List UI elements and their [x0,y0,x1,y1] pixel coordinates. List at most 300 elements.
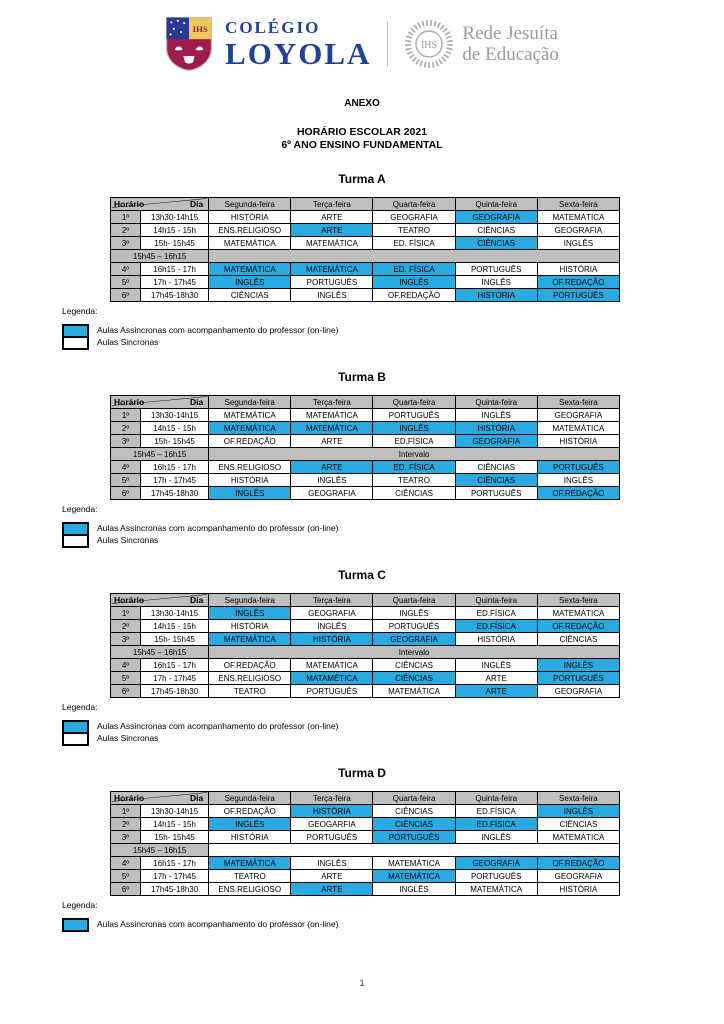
period-number: 3º [111,435,141,448]
turma-title: Turma B [338,370,386,384]
period-row [111,870,620,883]
network-name-line2: de Educação [462,44,559,65]
subject-cell: MATEMÁTICA [373,857,455,870]
period-time: 14h15 - 15h [141,224,209,237]
subject-cell: HISTÓRIA [537,883,619,896]
day-header: Terça-feira [291,594,373,607]
subject-cell: HISTÓRIA [209,831,291,844]
subject-cell: ED.FÍSICA [455,607,537,620]
subject-cell: HISTÓRIA [455,633,537,646]
day-header: Quarta-feira [373,792,455,805]
subject-cell: MATEMÁTICA [537,211,619,224]
corner-cell [111,396,209,409]
subject-cell: GEOGRAFIA [455,857,537,870]
legend-labels [97,918,338,930]
period-time: 17h45-18h30 [141,289,209,302]
subject-cell: CIÊNCIAS [455,461,537,474]
interval-label [209,844,620,857]
legend-sync-label: Aulas Sincronas [97,337,159,347]
interval-row [111,448,620,461]
period-row [111,474,620,487]
period-row [111,409,620,422]
legend-swatches [62,324,89,350]
subject-cell: PORTUGUÊS [373,620,455,633]
subject-cell: GEOGARFIA [291,818,373,831]
period-number: 1º [111,805,141,818]
subject-cell: HISTÓRIA [209,211,291,224]
corner-horario-label: Horário [114,793,145,803]
subject-cell: TEATRO [373,224,455,237]
subject-cell: ED. FÍSICA [373,461,455,474]
subject-cell: PORTUGUÊS [537,672,619,685]
subject-cell: PORTUGUÊS [537,289,619,302]
subject-cell: ED. FÍSICA [373,237,455,250]
turma-section [0,370,724,548]
legend [62,504,724,548]
timetable [110,791,620,896]
subject-cell: GEOGRAFIA [373,211,455,224]
legend-async-label: Aulas Assincronas com acompanhamento do professor (on-line) [97,325,339,335]
period-time: 16h15 - 17h [141,263,209,276]
period-number: 4º [111,263,141,276]
college-wordmark [225,19,371,69]
legend-title: Legenda: [62,504,98,514]
subject-cell: GEOGRAFIA [537,409,619,422]
subject-cell: MATEMÁTICA [209,237,291,250]
period-row [111,685,620,698]
subject-cell: CIÊNCIAS [537,818,619,831]
period-row [111,805,620,818]
legend [62,306,724,350]
legend-title: Legenda: [62,702,98,712]
interval-row [111,844,620,857]
subject-cell: MATEMÁTICA [291,659,373,672]
period-row [111,883,620,896]
legend-labels [97,720,338,744]
legend-sync-label: Aulas Sincronas [97,733,159,743]
svg-text:IHS: IHS [421,40,438,51]
timetable-header-row [111,594,620,607]
period-row [111,487,620,500]
interval-row [111,646,620,659]
subject-cell: ENS.RELIGIOSO [209,672,291,685]
subject-cell: MATEMÁTICA [209,857,291,870]
grade-title: 6º ANO ENSINO FUNDAMENTAL [281,139,443,151]
interval-time: 15h45 – 16h15 [111,448,209,461]
legend-title: Legenda: [62,900,98,910]
period-row [111,831,620,844]
subject-cell: MATEMÁTICA [373,685,455,698]
interval-time: 15h45 – 16h15 [111,844,209,857]
subject-cell: OF.REDAÇÃO [209,805,291,818]
subject-cell: HISTÓRIA [291,633,373,646]
day-header: Sexta-feira [537,198,619,211]
day-header: Quinta-feira [455,396,537,409]
subject-cell: OF.REDAÇÃO [537,487,619,500]
day-header: Sexta-feira [537,792,619,805]
period-row [111,422,620,435]
period-number: 1º [111,409,141,422]
subject-cell: CIÊNCIAS [455,474,537,487]
timetable [110,197,620,302]
subject-cell: TEATRO [209,685,291,698]
period-time: 15h- 15h45 [141,633,209,646]
period-number: 3º [111,633,141,646]
jesuit-sunburst-icon [404,19,454,69]
subject-cell: ED.FÍSICA [373,435,455,448]
period-number: 3º [111,831,141,844]
subject-cell: CIÊNCIAS [373,818,455,831]
period-time: 14h15 - 15h [141,818,209,831]
subject-cell: PORTUGUÊS [291,276,373,289]
period-row [111,672,620,685]
day-header: Terça-feira [291,396,373,409]
timetable-body [111,607,620,698]
subject-cell: INGLÊS [455,409,537,422]
subject-cell: INGLÊS [373,883,455,896]
subject-cell: ED.FÍSICA [455,805,537,818]
subject-cell: MATEMÁTICA [291,409,373,422]
subject-cell: ARTE [291,870,373,883]
corner-dia-label: Dia [189,595,204,605]
day-header: Quarta-feira [373,396,455,409]
subject-cell: GEOGRAFIA [537,685,619,698]
subject-cell: MATEMÁTICA [209,263,291,276]
subject-cell: PORTUGUÊS [455,487,537,500]
period-number: 6º [111,883,141,896]
day-header: Quarta-feira [373,198,455,211]
period-time: 15h- 15h45 [141,831,209,844]
tables-container [0,172,724,932]
period-number: 5º [111,276,141,289]
subject-cell: ENS.RELIGIOSO [209,461,291,474]
subject-cell: ARTE [291,435,373,448]
legend-swatches [62,522,89,548]
period-row [111,818,620,831]
subject-cell: PORTUGUÊS [455,263,537,276]
subject-cell: GEOGRAFIA [455,435,537,448]
subject-cell: INGLÊS [373,607,455,620]
period-number: 3º [111,237,141,250]
period-number: 2º [111,224,141,237]
day-header: Sexta-feira [537,396,619,409]
turma-section [0,766,724,932]
period-row [111,211,620,224]
subject-cell: OF.REDAÇÃO [373,289,455,302]
day-header: Segunda-feira [209,396,291,409]
timetable-body [111,409,620,500]
period-number: 2º [111,620,141,633]
subject-cell: ARTE [455,672,537,685]
period-time: 17h45-18h30 [141,883,209,896]
legend-title: Legenda: [62,306,98,316]
turma-title: Turma D [338,766,386,780]
subject-cell: MATEMÁTICA [537,607,619,620]
corner-cell [111,594,209,607]
day-header: Quinta-feira [455,792,537,805]
period-row [111,659,620,672]
period-time: 17h - 17h45 [141,276,209,289]
period-number: 6º [111,685,141,698]
subject-cell: INGLÊS [455,659,537,672]
period-number: 5º [111,870,141,883]
subject-cell: TEATRO [209,870,291,883]
day-header: Sexta-feira [537,594,619,607]
subject-cell: INGLÊS [209,607,291,620]
subject-cell: INGLÊS [537,474,619,487]
subject-cell: HISTÓRIA [455,289,537,302]
legend-async-swatch [62,918,89,932]
period-time: 17h - 17h45 [141,672,209,685]
period-row [111,276,620,289]
subject-cell: MATEMÁTICA [291,237,373,250]
legend-labels [97,324,338,348]
period-time: 17h45-18h30 [141,487,209,500]
document-title [0,126,724,152]
subject-cell: CIÊNCIAS [455,224,537,237]
period-number: 4º [111,857,141,870]
subject-cell: GEOGRAFIA [537,870,619,883]
corner-cell [111,792,209,805]
period-row [111,237,620,250]
period-time: 16h15 - 17h [141,659,209,672]
college-logo [165,16,371,72]
legend-sync-swatch [62,732,89,746]
period-number: 6º [111,289,141,302]
subject-cell: PORTUGUÊS [291,685,373,698]
subject-cell: GEOGRAFIA [373,633,455,646]
period-time: 14h15 - 15h [141,620,209,633]
subject-cell: PORTUGUÊS [455,870,537,883]
period-row [111,607,620,620]
timetable-header-row [111,396,620,409]
subject-cell: INGLÊS [209,487,291,500]
subject-cell: HISTÓRIA [537,263,619,276]
day-header: Segunda-feira [209,594,291,607]
subject-cell: OF.REDAÇÃO [537,620,619,633]
network-name-line1: Rede Jesuíta [462,22,558,44]
turma-section [0,172,724,350]
schedule-title: HORÁRIO ESCOLAR 2021 [296,126,428,138]
turma-section [0,568,724,746]
subject-cell: ENS.RELIGIOSO [209,883,291,896]
period-time: 17h - 17h45 [141,474,209,487]
subject-cell: MATEMÁTICA [537,422,619,435]
interval-label: Intervalo [209,646,620,659]
anexo-title: ANEXO [344,98,380,109]
subject-cell: PORTUGUÊS [537,461,619,474]
subject-cell: INGLÊS [455,831,537,844]
subject-cell: HISTÓRIA [291,805,373,818]
period-row [111,435,620,448]
subject-cell: PORTUGUÊS [291,831,373,844]
subject-cell: OF.REDAÇÃO [537,857,619,870]
subject-cell: CIÊNCIAS [373,487,455,500]
subject-cell: HISTÓRIA [537,435,619,448]
college-name-line1: COLÉGIO [225,18,321,37]
period-time: 14h15 - 15h [141,422,209,435]
subject-cell: GEOGRAFIA [291,607,373,620]
period-number: 1º [111,607,141,620]
interval-label: Intervalo [209,448,620,461]
subject-cell: INGLÊS [291,474,373,487]
subject-cell: MATEMÁTICA [373,870,455,883]
subject-cell: INGLÊS [537,805,619,818]
day-header: Segunda-feira [209,792,291,805]
period-time: 17h45-18h30 [141,685,209,698]
legend [62,702,724,746]
subject-cell: INGLÊS [291,620,373,633]
subject-cell: MATEMÁTICA [209,422,291,435]
college-name-line2: LOYOLA [225,36,372,71]
subject-cell: INGLÊS [209,818,291,831]
period-number: 4º [111,461,141,474]
brand-header [0,0,724,72]
corner-horario-label: Horário [114,595,145,605]
day-header: Terça-feira [291,792,373,805]
period-row [111,224,620,237]
period-row [111,461,620,474]
subject-cell: INGLÊS [537,237,619,250]
logo-divider [387,21,388,67]
period-time: 16h15 - 17h [141,461,209,474]
day-header: Quinta-feira [455,198,537,211]
turma-title: Turma C [338,568,386,582]
subject-cell: GEOGRAFIA [291,487,373,500]
page-number: 1 [359,978,365,988]
interval-time: 15h45 – 16h15 [111,646,209,659]
timetable [110,395,620,500]
period-time: 13h30-14h15 [141,805,209,818]
day-header: Segunda-feira [209,198,291,211]
interval-row [111,250,620,263]
subject-cell: PORTUGUÊS [373,409,455,422]
legend-swatches [62,720,89,746]
subject-cell: INGLÊS [291,289,373,302]
subject-cell: CIÊNCIAS [455,237,537,250]
interval-time: 15h45 – 16h15 [111,250,209,263]
subject-cell: MATAMÉTICA [291,672,373,685]
subject-cell: ARTE [291,211,373,224]
subject-cell: TEATRO [373,474,455,487]
subject-cell: MATEMÁTICA [209,409,291,422]
corner-horario-label: Horário [114,199,145,209]
period-number: 1º [111,211,141,224]
timetable-header-row [111,198,620,211]
period-row [111,620,620,633]
day-header: Quinta-feira [455,594,537,607]
period-number: 2º [111,818,141,831]
network-name [462,23,559,66]
subject-cell: CIÊNCIAS [537,633,619,646]
subject-cell: ENS.RELIGIOSO [209,224,291,237]
subject-cell: HISTÓRIA [209,474,291,487]
period-time: 13h30-14h15 [141,211,209,224]
corner-cell [111,198,209,211]
period-time: 16h15 - 17h [141,857,209,870]
legend-swatches [62,918,89,932]
period-row [111,289,620,302]
subject-cell: ED.FÍSICA [455,818,537,831]
network-logo [404,19,559,69]
day-header: Quarta-feira [373,594,455,607]
period-number: 6º [111,487,141,500]
interval-label [209,250,620,263]
timetable [110,593,620,698]
subject-cell: MATEMÁTICA [209,633,291,646]
subject-cell: ARTE [291,224,373,237]
timetable-body [111,211,620,302]
legend-labels [97,522,338,546]
subject-cell: INGLÊS [209,276,291,289]
loyola-shield-icon [165,16,213,72]
period-time: 17h - 17h45 [141,870,209,883]
subject-cell: HISTÓRIA [209,620,291,633]
turma-title: Turma A [338,172,386,186]
period-time: 15h- 15h45 [141,237,209,250]
corner-horario-label: Horário [114,397,145,407]
subject-cell: INGLÊS [291,857,373,870]
subject-cell: ED. FÍSICA [373,263,455,276]
legend-async-label: Aulas Assincronas com acompanhamento do professor (on-line) [97,721,339,731]
svg-text:IHS: IHS [192,24,208,34]
subject-cell: OF.REDAÇÃO [209,659,291,672]
legend-sync-swatch [62,336,89,350]
subject-cell: CIÊNCIAS [209,289,291,302]
subject-cell: ARTE [291,883,373,896]
legend-sync-label: Aulas Sincronas [97,535,159,545]
subject-cell: GEOGRAFIA [537,224,619,237]
subject-cell: PORTUGUÊS [373,831,455,844]
subject-cell: CIÊNCIAS [373,659,455,672]
subject-cell: OF.REDAÇÃO [537,276,619,289]
subject-cell: INGLÊS [455,276,537,289]
timetable-header-row [111,792,620,805]
period-number: 2º [111,422,141,435]
period-time: 13h30-14h15 [141,409,209,422]
legend-sync-swatch [62,534,89,548]
subject-cell: HISTÓRIA [455,422,537,435]
period-time: 13h30-14h15 [141,607,209,620]
subject-cell: MATEMÁTICA [455,883,537,896]
subject-cell: GEOGRAFIA [455,211,537,224]
subject-cell: ARTE [455,685,537,698]
corner-dia-label: Dia [189,199,204,209]
subject-cell: CIÊNCIAS [373,805,455,818]
period-number: 5º [111,672,141,685]
period-row [111,263,620,276]
subject-cell: MATEMÁTICA [291,422,373,435]
corner-dia-label: Dia [189,793,204,803]
subject-cell: MATEMÁTICA [537,831,619,844]
day-header: Terça-feira [291,198,373,211]
period-time: 15h- 15h45 [141,435,209,448]
subject-cell: ARTE [291,461,373,474]
subject-cell: INGLÊS [537,659,619,672]
subject-cell: INGLÊS [373,276,455,289]
corner-dia-label: Dia [189,397,204,407]
period-row [111,857,620,870]
legend-async-label: Aulas Assincronas com acompanhamento do professor (on-line) [97,919,339,929]
period-row [111,633,620,646]
legend-async-label: Aulas Assincronas com acompanhamento do professor (on-line) [97,523,339,533]
subject-cell: INGLÊS [373,422,455,435]
subject-cell: ED.FÍSICA [455,620,537,633]
subject-cell: MATEMÁTICA [291,263,373,276]
period-number: 5º [111,474,141,487]
subject-cell: OF.REDAÇÃO [209,435,291,448]
legend [62,900,724,932]
